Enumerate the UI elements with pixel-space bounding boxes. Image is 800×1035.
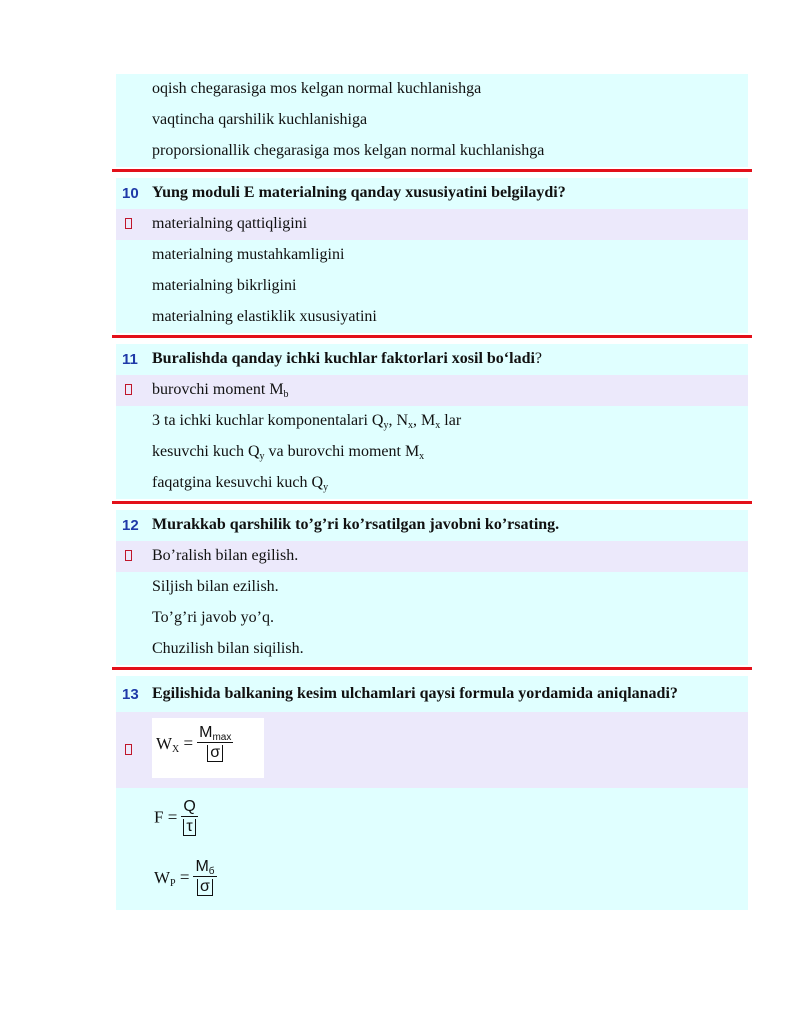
option-text: materialning qattiqligini (152, 215, 308, 232)
answer-option[interactable] (116, 603, 748, 634)
subscript: x (435, 420, 441, 431)
question-text: Murakkab qarshilik to’g’ri ko’rsatilgan javobni ko’rsating. (152, 516, 560, 533)
question-text: Yung moduli E materialning qanday xususiyatini belgilaydi? (152, 184, 566, 201)
question-number: 13 (122, 686, 139, 703)
option-text: materialning elastiklik xususiyatini (152, 308, 377, 325)
denominator (181, 817, 197, 837)
lhs-symbol: W (156, 733, 173, 753)
correct-mark-icon (125, 550, 132, 561)
subscript: x (419, 451, 425, 462)
numerator (193, 858, 216, 877)
text-part: lar (440, 412, 462, 429)
formula-fraction (193, 858, 216, 897)
answer-option[interactable] (116, 788, 748, 852)
answer-option[interactable] (116, 572, 748, 603)
text-part: faqatgina kesuvchi kuch Q (152, 474, 324, 491)
subscript: y (259, 451, 265, 462)
formula-polar-modulus (154, 858, 217, 897)
question-row (116, 676, 748, 712)
correct-mark-icon (125, 218, 132, 229)
option-text: oqish chegarasiga mos kelgan normal kuchlanishga (152, 80, 482, 97)
subscript: P (170, 877, 176, 889)
equals-sign: = (163, 807, 178, 827)
subscript: y (383, 420, 389, 431)
correct-mark-icon (125, 744, 132, 755)
lhs-symbol: F (154, 807, 164, 827)
question-number: 12 (122, 517, 139, 534)
option-main: burovchi moment M (152, 381, 284, 398)
question-row (116, 178, 748, 209)
num-symbol: M (199, 724, 213, 741)
question-text (152, 350, 542, 368)
answer-option[interactable] (116, 302, 748, 333)
answer-option[interactable] (116, 105, 748, 136)
option-text: To’g’ri javob yo’q. (152, 609, 274, 626)
answer-option[interactable] (116, 74, 748, 105)
answer-option[interactable] (116, 468, 748, 499)
answer-option-marked[interactable] (116, 712, 748, 788)
subscript: X (172, 743, 180, 755)
question-end: ? (534, 350, 543, 367)
question-row (116, 510, 748, 541)
answer-option-marked[interactable] (116, 375, 748, 406)
text-part: , M (413, 412, 436, 429)
numerator: Q (183, 798, 196, 815)
answer-option[interactable] (116, 406, 748, 437)
question-row (116, 344, 748, 375)
num-symbol: M (195, 858, 209, 875)
den-symbol: σ (207, 745, 223, 762)
option-text: Chuzilish bilan siqilish. (152, 640, 304, 657)
question-main: Buralishda qanday ichki kuchlar faktorlari xosil bo‘ladi (152, 350, 535, 367)
option-text: Siljish bilan ezilish. (152, 578, 279, 595)
answer-option[interactable] (116, 437, 748, 468)
question-number: 10 (122, 185, 139, 202)
answer-option[interactable] (116, 271, 748, 302)
answer-option[interactable] (116, 136, 748, 167)
formula-lhs (154, 868, 176, 887)
question-text: Egilishida balkaning kesim ulchamlari qaysi formula yordamida aniqlanadi? (152, 685, 678, 702)
option-text: materialning mustahkamligini (152, 246, 345, 263)
formula-area (154, 798, 198, 837)
lhs-symbol: W (154, 867, 171, 887)
equals-sign: = (175, 867, 190, 887)
test-sheet (116, 74, 748, 910)
question-number: 11 (122, 351, 138, 368)
formula-section-modulus (152, 718, 264, 778)
subscript: x (408, 420, 414, 431)
text-part: 3 ta ichki kuchlar komponentalari Q (152, 412, 384, 429)
answer-option-marked[interactable] (116, 541, 748, 572)
answer-option-marked[interactable] (116, 209, 748, 240)
question-divider (112, 169, 752, 172)
subscript: y (323, 482, 329, 493)
option-text: vaqtincha qarshilik kuchlanishiga (152, 111, 368, 128)
denominator (193, 877, 216, 897)
option-text (152, 443, 424, 461)
option-text (152, 474, 328, 492)
subscript: б (208, 866, 215, 877)
text-part: kesuvchi kuch Q (152, 443, 260, 460)
option-text (152, 381, 289, 399)
formula-lhs (156, 734, 179, 753)
option-text: materialning bikrligini (152, 277, 297, 294)
den-symbol: τ (183, 819, 195, 836)
question-divider (112, 501, 752, 504)
option-text (152, 412, 461, 430)
text-part: , N (388, 412, 409, 429)
question-divider (112, 335, 752, 338)
den-symbol: σ (197, 879, 213, 896)
subscript: max (212, 732, 232, 743)
equals-sign: = (179, 733, 194, 753)
answer-option[interactable] (116, 852, 748, 910)
formula-fraction (181, 798, 197, 837)
subscript: b (283, 389, 289, 400)
numerator (197, 724, 233, 743)
option-text: proporsionallik chegarasiga mos kelgan normal kuchlanishga (152, 142, 545, 159)
denominator (197, 743, 233, 763)
formula-fraction (197, 724, 233, 763)
answer-option[interactable] (116, 240, 748, 271)
text-part: va burovchi moment M (264, 443, 420, 460)
option-text: Bo’ralish bilan egilish. (152, 547, 299, 564)
answer-option[interactable] (116, 634, 748, 665)
question-divider (112, 667, 752, 670)
correct-mark-icon (125, 384, 132, 395)
